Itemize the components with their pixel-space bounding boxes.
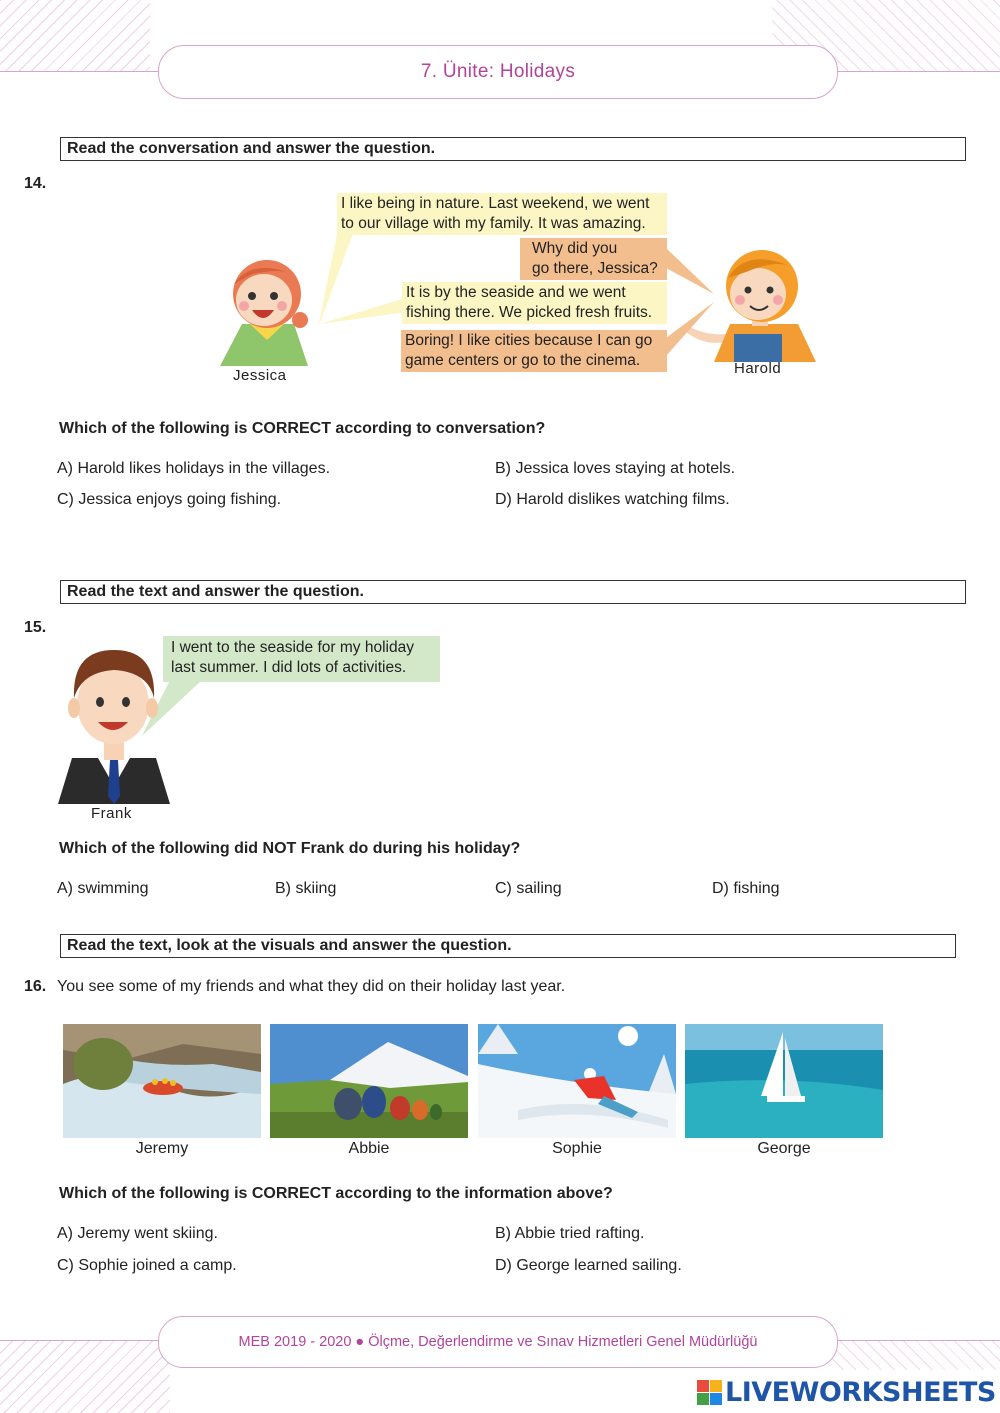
- q15-question: Which of the following did NOT Frank do during his holiday?: [59, 840, 521, 857]
- q14-option-a[interactable]: A) Harold likes holidays in the villages.: [57, 460, 331, 477]
- photo-caption-jeremy: Jeremy: [135, 1140, 189, 1157]
- hiking-image: [270, 1024, 468, 1138]
- q16-option-b[interactable]: B) Abbie tried rafting.: [495, 1225, 645, 1242]
- q15-option-d[interactable]: D) fishing: [712, 880, 780, 897]
- sailing-image: [685, 1024, 883, 1138]
- rafting-image: [63, 1024, 261, 1138]
- bubble-line: go there, Jessica?: [532, 260, 658, 277]
- bubble-line: game centers or go to the cinema.: [405, 352, 641, 369]
- harold-speech-bubble-1: [520, 238, 667, 280]
- liveworksheets-logo[interactable]: [697, 1376, 996, 1408]
- bubble-line: I like being in nature. Last weekend, we went: [341, 195, 650, 212]
- q14-number: 14.: [24, 175, 47, 192]
- decorative-hatch-bottom-right: [830, 1340, 1000, 1370]
- q16-question: Which of the following is CORRECT according to the information above?: [59, 1185, 613, 1202]
- bubble-line: Boring! I like cities because I can go: [405, 332, 653, 349]
- q16-instruction: Read the text, look at the visuals and answer the question.: [60, 934, 956, 958]
- photo-caption-abbie: Abbie: [348, 1140, 390, 1157]
- q14-option-b[interactable]: B) Jessica loves staying at hotels.: [495, 460, 736, 477]
- q16-intro: You see some of my friends and what they did on their holiday last year.: [57, 978, 566, 995]
- q14-instruction: Read the conversation and answer the question.: [60, 137, 966, 161]
- photo-abbie-hiking: [270, 1024, 468, 1138]
- q15-instruction: Read the text and answer the question.: [60, 580, 966, 604]
- header-rule-left: [0, 71, 160, 72]
- harold-speech-bubble-2: [401, 330, 667, 372]
- bubble-line: to our village with my family. It was amazing.: [341, 215, 646, 232]
- q16-option-d[interactable]: D) George learned sailing.: [495, 1257, 682, 1274]
- decorative-hatch-top-left: [0, 0, 150, 72]
- page-title-text: 7. Ünite: Holidays: [420, 61, 576, 82]
- bubble-line: Why did you: [532, 240, 618, 257]
- photo-jeremy-rafting: [63, 1024, 261, 1138]
- jessica-name: Jessica: [233, 367, 287, 384]
- q16-number: 16.: [24, 978, 47, 995]
- footer-rule-right: [834, 1340, 1000, 1341]
- jessica-speech-bubble-2: [402, 282, 667, 324]
- footer: [158, 1316, 838, 1368]
- bubble-line: last summer. I did lots of activities.: [171, 659, 407, 676]
- liveworksheets-logo-icon: [697, 1380, 722, 1405]
- q15-option-a[interactable]: A) swimming: [57, 880, 149, 897]
- skiing-image: [478, 1024, 676, 1138]
- frank-speech-bubble: [163, 636, 440, 682]
- page-title: [158, 45, 838, 99]
- q16-option-c[interactable]: C) Sophie joined a camp.: [57, 1257, 237, 1274]
- photo-caption-sophie: Sophie: [552, 1140, 602, 1157]
- decorative-hatch-bottom-left: [0, 1340, 170, 1413]
- q15-number: 15.: [24, 619, 47, 636]
- frank-illustration: [58, 646, 170, 806]
- photo-caption-george: George: [757, 1140, 811, 1157]
- photo-sophie-skiing: [478, 1024, 676, 1138]
- bubble-line: It is by the seaside and we went: [406, 284, 626, 301]
- jessica-speech-bubble-1: [337, 193, 667, 235]
- q15-option-c[interactable]: C) sailing: [495, 880, 562, 897]
- frank-name: Frank: [91, 805, 132, 822]
- header-rule-right: [834, 71, 1000, 72]
- bubble-line: fishing there. We picked fresh fruits.: [406, 304, 653, 321]
- liveworksheets-logo-text: LIVEWORKSHEETS: [725, 1376, 996, 1408]
- q14-option-c[interactable]: C) Jessica enjoys going fishing.: [57, 491, 282, 508]
- harold-name: Harold: [734, 360, 782, 377]
- q14-option-d[interactable]: D) Harold dislikes watching films.: [495, 491, 730, 508]
- footer-rule-left: [0, 1340, 160, 1341]
- q16-option-a[interactable]: A) Jeremy went skiing.: [57, 1225, 218, 1242]
- q15-option-b[interactable]: B) skiing: [275, 880, 337, 897]
- photo-george-sailing: [685, 1024, 883, 1138]
- footer-text: MEB 2019 - 2020 ● Ölçme, Değerlendirme ve Sınav Hizmetleri Genel Müdürlüğü: [238, 1334, 758, 1350]
- bubble-line: I went to the seaside for my holiday: [171, 639, 414, 656]
- q14-question: Which of the following is CORRECT according to conversation?: [59, 420, 546, 437]
